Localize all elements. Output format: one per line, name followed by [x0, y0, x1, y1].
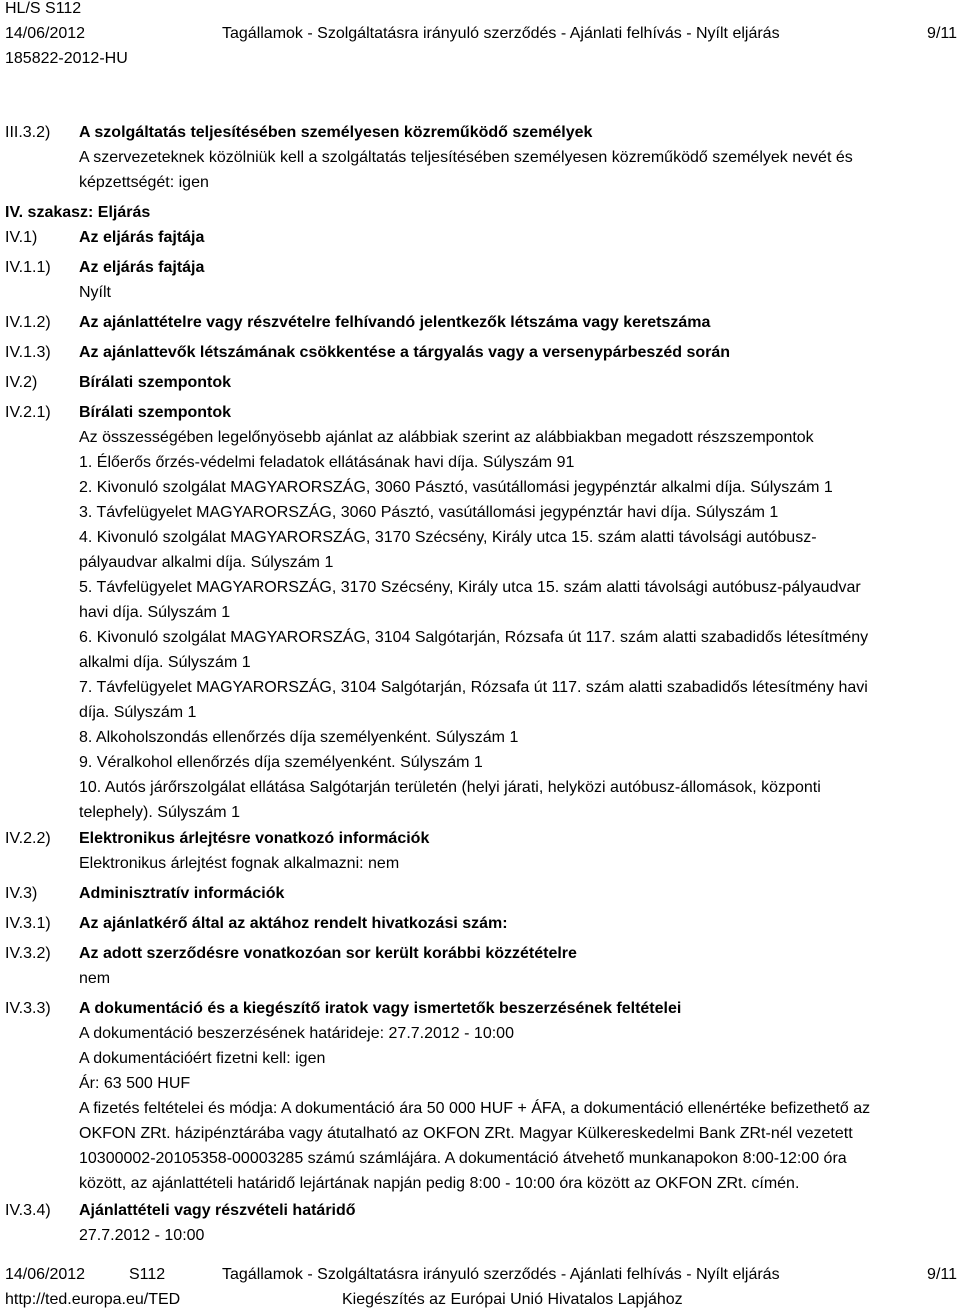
section-text: között, az ajánlattételi határidő lejártának napján pedig 8:00 - 10:00 óra között az OKFON ZRt. címén. [79, 1175, 800, 1192]
section-heading: Az ajánlattevők létszámának csökkentése a tárgyalás vagy a versenypárbeszéd során [79, 344, 731, 361]
criteria-line: 1. Élőerős őrzés-védelmi feladatok ellátásának havi díja. Súlyszám 91 [79, 454, 575, 471]
header-page: 9/11 [927, 25, 957, 42]
section-iv-1-1 [79, 255, 957, 305]
section-heading: A szolgáltatás teljesítésében személyesen közreműködő személyek [79, 124, 593, 141]
section-number: IV.2) [5, 374, 38, 391]
criteria-line: Az összességében legelőnyösebb ajánlat az alábbiak szerint az alábbiakban megadott részszempontok [79, 429, 814, 446]
section-number: IV.2.1) [5, 404, 51, 421]
footer-page: 9/11 [927, 1266, 957, 1283]
criteria-line: havi díja. Súlyszám 1 [79, 604, 231, 621]
section-iv-3-3 [79, 996, 957, 1196]
section-text: Nyílt [79, 284, 111, 301]
section-heading: Elektronikus árlejtésre vonatkozó információk [79, 830, 430, 847]
section-iv-2-1 [79, 400, 957, 825]
criteria-line: alkalmi díja. Súlyszám 1 [79, 654, 251, 671]
section-heading: Az eljárás fajtája [79, 229, 205, 246]
section-text: A dokumentáció beszerzésének határideje: 27.7.2012 - 10:00 [79, 1025, 514, 1042]
criteria-line: díja. Súlyszám 1 [79, 704, 197, 721]
section-text: OKFON ZRt. házipénztárába vagy átutalható az OKFON ZRt. Magyar Külkereskedelmi Bank ZRt-nél vezetett [79, 1125, 853, 1142]
section-heading: Az ajánlatkérő által az aktához rendelt hivatkozási szám: [79, 915, 508, 932]
section-text: Ár: 63 500 HUF [79, 1075, 191, 1092]
footer-date: 14/06/2012 [5, 1266, 86, 1283]
section-iv-3-4 [79, 1198, 957, 1248]
section-text: 27.7.2012 - 10:00 [79, 1227, 205, 1244]
section-heading: Az adott szerződésre vonatkozóan sor került korábbi közzétételre [79, 945, 577, 962]
section-text: képzettségét: igen [79, 174, 209, 191]
footer-url-link[interactable]: http://ted.europa.eu/TED [5, 1291, 181, 1308]
criteria-line: telephely). Súlyszám 1 [79, 804, 240, 821]
section-text: A dokumentációért fizetni kell: igen [79, 1050, 326, 1067]
section-iv-title: IV. szakasz: Eljárás [5, 204, 151, 221]
section-text: Elektronikus árlejtést fognak alkalmazni: nem [79, 855, 400, 872]
doc-id: 185822-2012-HU [5, 50, 128, 67]
section-number: IV.2.2) [5, 830, 51, 847]
section-text: A fizetés feltételei és módja: A dokumentáció ára 50 000 HUF + ÁFA, a dokumentáció ellenértéke befizethető az [79, 1100, 871, 1117]
header-date: 14/06/2012 [5, 25, 86, 42]
section-heading: Az eljárás fajtája [79, 259, 205, 276]
footer-publisher: Kiegészítés az Európai Unió Hivatalos Lapjához [342, 1291, 683, 1308]
section-heading: A dokumentáció és a kiegészítő iratok vagy ismertetők beszerzésének feltételei [79, 1000, 682, 1017]
section-number: IV.3.1) [5, 915, 51, 932]
page-header [5, 0, 957, 70]
criteria-line: 10. Autós járőrszolgálat ellátása Salgótarján területén (helyi járati, helyközi autóbusz-állomások, központi [79, 779, 821, 796]
section-number: IV.3.4) [5, 1202, 51, 1219]
criteria-line: pályaudvar alkalmi díja. Súlyszám 1 [79, 554, 334, 571]
section-heading: Ajánlattételi vagy részvételi határidő [79, 1202, 356, 1219]
section-text: A szervezeteknek közölniük kell a szolgáltatás teljesítésében személyesen közreműködő személyek nevét és [79, 149, 853, 166]
criteria-line: 9. Véralkohol ellenőrzés díja személyenként. Súlyszám 1 [79, 754, 483, 771]
page-footer [5, 1262, 957, 1311]
criteria-line: 4. Kivonuló szolgálat MAGYARORSZÁG, 3170 Szécsény, Király utca 15. szám alatti távolsági autóbusz- [79, 529, 817, 546]
criteria-line: 6. Kivonuló szolgálat MAGYARORSZÁG, 3104 Salgótarján, Rózsafa út 117. szám alatti szabadidős létesítmény [79, 629, 869, 646]
section-heading: Bírálati szempontok [79, 404, 232, 421]
criteria-line: 7. Távfelügyelet MAGYARORSZÁG, 3104 Salgótarján, Rózsafa út 117. szám alatti szabadidős létesítmény havi [79, 679, 868, 696]
criteria-line: 2. Kivonuló szolgálat MAGYARORSZÁG, 3060 Pásztó, vasútállomási jegypénztár alkalmi díja. Súlyszám 1 [79, 479, 833, 496]
section-iv-3-2 [79, 941, 957, 991]
section-text: nem [79, 970, 111, 987]
section-number: IV.3.3) [5, 1000, 51, 1017]
section-heading: Az ajánlattételre vagy részvételre felhívandó jelentkezők létszáma vagy keretszáma [79, 314, 711, 331]
criteria-line: 8. Alkoholszondás ellenőrzés díja személyenként. Súlyszám 1 [79, 729, 519, 746]
section-number: IV.1.3) [5, 344, 51, 361]
section-number: IV.3.2) [5, 945, 51, 962]
footer-series: S112 [129, 1266, 166, 1283]
section-number: IV.3) [5, 885, 38, 902]
criteria-line: 5. Távfelügyelet MAGYARORSZÁG, 3170 Szécsény, Király utca 15. szám alatti távolsági autóbusz-pályaudvar [79, 579, 861, 596]
header-title: Tagállamok - Szolgáltatásra irányuló szerződés - Ajánlati felhívás - Nyílt eljárás [222, 25, 780, 42]
section-text: 10300002-20105358-00003285 számú számlájára. A dokumentáció átvehető munkanapokon 8:00-12:00 óra [79, 1150, 847, 1167]
section-heading: Bírálati szempontok [79, 374, 232, 391]
section-number: III.3.2) [5, 124, 51, 141]
section-number: IV.1) [5, 229, 38, 246]
section-iii-3-2 [79, 120, 957, 195]
section-iv-2-2 [79, 826, 957, 876]
criteria-line: 3. Távfelügyelet MAGYARORSZÁG, 3060 Pásztó, vasútállomási jegypénztár havi díja. Súlyszám 1 [79, 504, 779, 521]
doc-ref: HL/S S112 [5, 0, 82, 17]
section-number: IV.1.1) [5, 259, 51, 276]
section-number: IV.1.2) [5, 314, 51, 331]
footer-title: Tagállamok - Szolgáltatásra irányuló szerződés - Ajánlati felhívás - Nyílt eljárás [222, 1266, 780, 1283]
section-heading: Adminisztratív információk [79, 885, 285, 902]
